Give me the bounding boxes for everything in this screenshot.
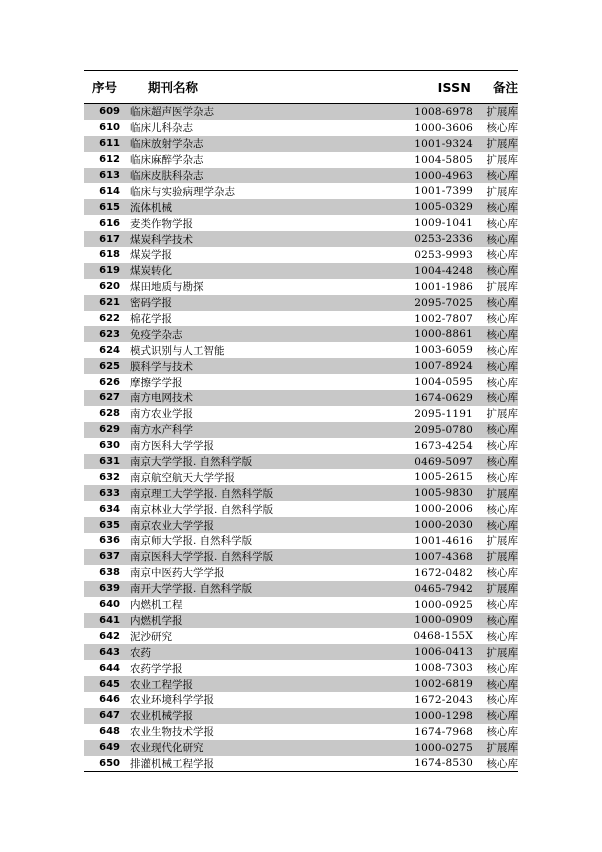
note-value: 核心库 — [486, 599, 518, 612]
table-row — [84, 549, 518, 565]
table-header — [84, 71, 518, 103]
issn-value: 1000-4963 — [414, 169, 473, 182]
issn-value: 1002-6819 — [414, 678, 473, 690]
row-number: 614 — [99, 185, 120, 197]
row-number: 647 — [99, 710, 120, 722]
table-row — [84, 152, 518, 168]
table-row — [84, 676, 518, 692]
note-value: 扩展库 — [486, 487, 518, 500]
note-value: 扩展库 — [486, 138, 518, 151]
issn-value: 1004-5805 — [414, 153, 473, 166]
table-row — [84, 628, 518, 644]
issn-value: 0253-9993 — [414, 248, 473, 261]
row-number: 643 — [99, 646, 120, 658]
row-number: 611 — [99, 138, 120, 150]
journal-name: 南京林业大学学报. 自然科学版 — [130, 503, 274, 516]
note-value: 核心库 — [486, 360, 518, 373]
row-number: 622 — [99, 313, 120, 325]
table-row — [84, 104, 518, 120]
row-number: 637 — [99, 551, 120, 563]
issn-value: 1003-6059 — [414, 344, 473, 357]
table-row — [84, 374, 518, 390]
note-value: 核心库 — [486, 424, 518, 437]
row-number: 610 — [99, 122, 120, 134]
issn-value: 0469-5097 — [414, 455, 473, 468]
note-value: 核心库 — [486, 471, 518, 484]
note-value: 核心库 — [486, 170, 518, 182]
table-row — [84, 183, 518, 199]
issn-value: 1009-1041 — [414, 217, 473, 230]
row-number: 623 — [99, 328, 120, 340]
journal-name: 南京师大学报. 自然科学版 — [130, 535, 253, 548]
journal-name: 农业生物技术学报 — [130, 726, 214, 739]
note-value: 核心库 — [486, 297, 518, 310]
table-row — [84, 263, 518, 279]
table-row — [84, 390, 518, 406]
note-value: 核心库 — [486, 456, 518, 469]
table-row — [84, 406, 518, 422]
journal-name: 免疫学杂志 — [130, 328, 183, 341]
journal-name: 内燃机学报 — [130, 614, 183, 627]
note-value: 核心库 — [486, 440, 518, 453]
table-row — [84, 613, 518, 629]
issn-value: 1004-4248 — [414, 264, 473, 277]
row-number: 618 — [99, 249, 120, 261]
journal-name: 煤田地质与勘探 — [130, 281, 204, 294]
issn-value: 1001-4616 — [414, 534, 473, 547]
journal-name: 南京大学学报. 自然科学版 — [130, 456, 253, 469]
table-row — [84, 136, 518, 152]
row-number: 617 — [99, 233, 120, 245]
table-row — [84, 199, 518, 215]
issn-value: 0253-2336 — [414, 233, 473, 246]
issn-value: 1005-0329 — [414, 201, 473, 214]
table-row — [84, 422, 518, 438]
table-row — [84, 485, 518, 501]
journal-name: 膜科学与技术 — [130, 360, 193, 373]
note-value: 核心库 — [486, 265, 518, 278]
issn-value: 1005-2615 — [414, 471, 473, 484]
row-number: 636 — [99, 535, 120, 547]
journal-name: 南方水产科学 — [130, 424, 193, 437]
note-value: 扩展库 — [486, 742, 518, 755]
table-row — [84, 740, 518, 756]
issn-value: 0468-155X — [413, 630, 473, 643]
note-value: 扩展库 — [486, 185, 518, 198]
note-value: 扩展库 — [486, 551, 518, 564]
header-issn: ISSN — [437, 79, 471, 95]
row-number: 648 — [99, 726, 120, 738]
issn-value: 1674-7968 — [414, 725, 473, 738]
journal-name: 临床麻醉学杂志 — [130, 154, 204, 167]
table-row — [84, 501, 518, 517]
table-row — [84, 581, 518, 597]
row-number: 644 — [99, 662, 120, 674]
journal-name: 内燃机工程 — [130, 599, 183, 612]
table-row — [84, 724, 518, 740]
table-row — [84, 168, 518, 184]
table-row — [84, 660, 518, 676]
row-number: 649 — [99, 742, 120, 754]
note-value: 核心库 — [486, 710, 518, 723]
journal-name: 农业现代化研究 — [130, 742, 204, 755]
header-no: 序号 — [92, 80, 118, 95]
row-number: 631 — [99, 456, 120, 468]
issn-value: 1002-7807 — [414, 312, 473, 325]
journal-name: 农业工程学报 — [130, 678, 193, 691]
journal-name: 摩擦学学报 — [130, 376, 183, 389]
journal-name: 南方电网技术 — [130, 392, 193, 405]
table-row — [84, 517, 518, 533]
note-value: 扩展库 — [486, 154, 518, 167]
header-name: 期刊名称 — [148, 80, 199, 95]
issn-value: 1001-9324 — [414, 137, 473, 150]
journal-name: 模式识别与人工智能 — [130, 344, 225, 357]
journal-name: 南京医科大学学报. 自然科学版 — [130, 551, 274, 564]
journal-name: 煤炭科学技术 — [130, 233, 193, 246]
journal-name: 南方农业学报 — [130, 408, 193, 421]
issn-value: 1000-0275 — [414, 741, 473, 754]
table-row — [84, 358, 518, 374]
journal-name: 棉花学报 — [130, 313, 172, 326]
row-number: 624 — [99, 344, 120, 356]
table-row — [84, 756, 518, 772]
row-number: 650 — [99, 757, 120, 769]
table-row — [84, 533, 518, 549]
table-row — [84, 120, 518, 136]
row-number: 626 — [99, 376, 120, 388]
journal-name: 煤炭学报 — [130, 249, 172, 262]
table-row — [84, 597, 518, 613]
note-value: 核心库 — [486, 392, 518, 405]
row-number: 621 — [99, 297, 120, 309]
note-value: 核心库 — [486, 757, 518, 770]
note-value: 核心库 — [486, 201, 518, 214]
journal-name: 煤炭转化 — [130, 265, 172, 278]
note-value: 核心库 — [486, 662, 518, 675]
note-value: 核心库 — [486, 233, 518, 246]
row-number: 629 — [99, 424, 120, 436]
table-row — [84, 295, 518, 311]
journal-name: 南方医科大学学报 — [130, 440, 214, 453]
journal-name: 南京中医药大学学报 — [130, 567, 225, 580]
row-number: 625 — [99, 360, 120, 372]
row-number: 613 — [99, 170, 120, 181]
note-value: 核心库 — [486, 503, 518, 516]
row-number: 609 — [99, 106, 120, 118]
table-row — [84, 692, 518, 708]
note-value: 扩展库 — [486, 408, 518, 421]
note-value: 扩展库 — [486, 106, 518, 119]
issn-value: 1673-4254 — [414, 439, 473, 452]
table-row — [84, 565, 518, 581]
row-number: 620 — [99, 281, 120, 293]
journal-name: 农药学学报 — [130, 662, 183, 675]
note-value: 核心库 — [486, 519, 518, 532]
journal-name: 农药 — [130, 646, 151, 659]
row-number: 628 — [99, 408, 120, 420]
issn-value: 1001-7399 — [414, 185, 473, 198]
table-row — [84, 454, 518, 470]
header-note: 备注 — [492, 80, 518, 95]
table-row — [84, 231, 518, 247]
note-value: 核心库 — [486, 726, 518, 739]
issn-value: 0465-7942 — [414, 582, 473, 595]
table-row — [84, 644, 518, 660]
issn-value: 1000-3606 — [414, 121, 473, 134]
issn-value: 1000-2030 — [414, 519, 473, 532]
journal-name: 南京农业大学学报 — [130, 519, 214, 532]
issn-value: 1004-0595 — [414, 376, 473, 389]
table-body — [84, 104, 518, 771]
note-value: 核心库 — [486, 630, 518, 643]
row-number: 645 — [99, 678, 120, 690]
issn-value: 1672-2043 — [414, 693, 473, 706]
journal-name: 泥沙研究 — [130, 630, 172, 643]
note-value: 核心库 — [486, 344, 518, 357]
row-number: 634 — [99, 503, 120, 515]
journal-name: 临床与实验病理学杂志 — [130, 185, 235, 198]
note-value: 核心库 — [486, 567, 518, 580]
issn-value: 1674-8530 — [414, 757, 473, 770]
row-number: 616 — [99, 217, 120, 229]
note-value: 核心库 — [486, 328, 518, 341]
issn-value: 1001-1986 — [414, 280, 473, 293]
row-number: 641 — [99, 614, 120, 626]
journal-name: 密码学报 — [130, 297, 172, 310]
note-value: 核心库 — [486, 249, 518, 262]
issn-value: 1007-4368 — [414, 550, 473, 563]
row-number: 633 — [99, 487, 120, 499]
issn-value: 1000-8861 — [414, 328, 473, 341]
issn-value: 2095-1191 — [414, 407, 473, 420]
issn-value: 1008-7303 — [414, 662, 473, 675]
row-number: 615 — [99, 201, 120, 213]
row-number: 630 — [99, 440, 120, 452]
row-number: 619 — [99, 265, 120, 277]
table-bottom-rule — [84, 771, 518, 772]
table-row — [84, 247, 518, 263]
table-row — [84, 469, 518, 485]
row-number: 632 — [99, 471, 120, 483]
issn-value: 1005-9830 — [414, 487, 473, 500]
issn-value: 1000-0925 — [414, 598, 473, 611]
table-row — [84, 215, 518, 231]
journal-name: 临床放射学杂志 — [130, 138, 204, 151]
issn-value: 1006-0413 — [414, 646, 473, 659]
table-row — [84, 279, 518, 295]
note-value: 核心库 — [486, 122, 518, 135]
note-value: 核心库 — [486, 217, 518, 230]
note-value: 核心库 — [486, 694, 518, 707]
journal-table — [84, 70, 518, 772]
note-value: 扩展库 — [486, 646, 518, 659]
note-value: 扩展库 — [486, 535, 518, 548]
note-value: 核心库 — [486, 678, 518, 691]
note-value: 核心库 — [486, 376, 518, 389]
journal-name: 农业机械学报 — [130, 710, 193, 723]
row-number: 639 — [99, 583, 120, 595]
table-row — [84, 342, 518, 358]
journal-name: 南京航空航天大学学报 — [130, 471, 235, 484]
table-row — [84, 311, 518, 327]
row-number: 646 — [99, 694, 120, 706]
issn-value: 2095-0780 — [414, 423, 473, 436]
row-number: 612 — [99, 154, 120, 166]
issn-value: 2095-7025 — [414, 296, 473, 309]
journal-name: 流体机械 — [130, 201, 172, 214]
journal-name: 临床儿科杂志 — [130, 122, 193, 135]
issn-value: 1674-0629 — [414, 391, 473, 404]
journal-name: 麦类作物学报 — [130, 217, 193, 230]
row-number: 635 — [99, 519, 120, 531]
journal-name: 南开大学学报. 自然科学版 — [130, 583, 253, 596]
issn-value: 1007-8924 — [414, 360, 473, 373]
issn-value: 1008-6978 — [414, 105, 473, 118]
issn-value: 1000-0909 — [414, 614, 473, 627]
journal-name: 南京理工大学学报. 自然科学版 — [130, 487, 274, 500]
note-value: 核心库 — [486, 313, 518, 326]
journal-name: 临床超声医学杂志 — [130, 106, 214, 119]
table-row — [84, 326, 518, 342]
issn-value: 1000-1298 — [414, 709, 473, 722]
row-number: 640 — [99, 599, 120, 611]
row-number: 627 — [99, 392, 120, 404]
issn-value: 1000-2006 — [414, 503, 473, 516]
note-value: 扩展库 — [486, 281, 518, 294]
note-value: 核心库 — [486, 614, 518, 627]
journal-name: 农业环境科学学报 — [130, 694, 214, 707]
table-row — [84, 438, 518, 454]
row-number: 642 — [99, 630, 120, 642]
issn-value: 1672-0482 — [414, 566, 473, 579]
journal-name: 排灌机械工程学报 — [130, 757, 214, 770]
note-value: 扩展库 — [486, 583, 518, 596]
row-number: 638 — [99, 567, 120, 579]
table-row — [84, 708, 518, 724]
journal-name: 临床皮肤科杂志 — [130, 170, 204, 182]
